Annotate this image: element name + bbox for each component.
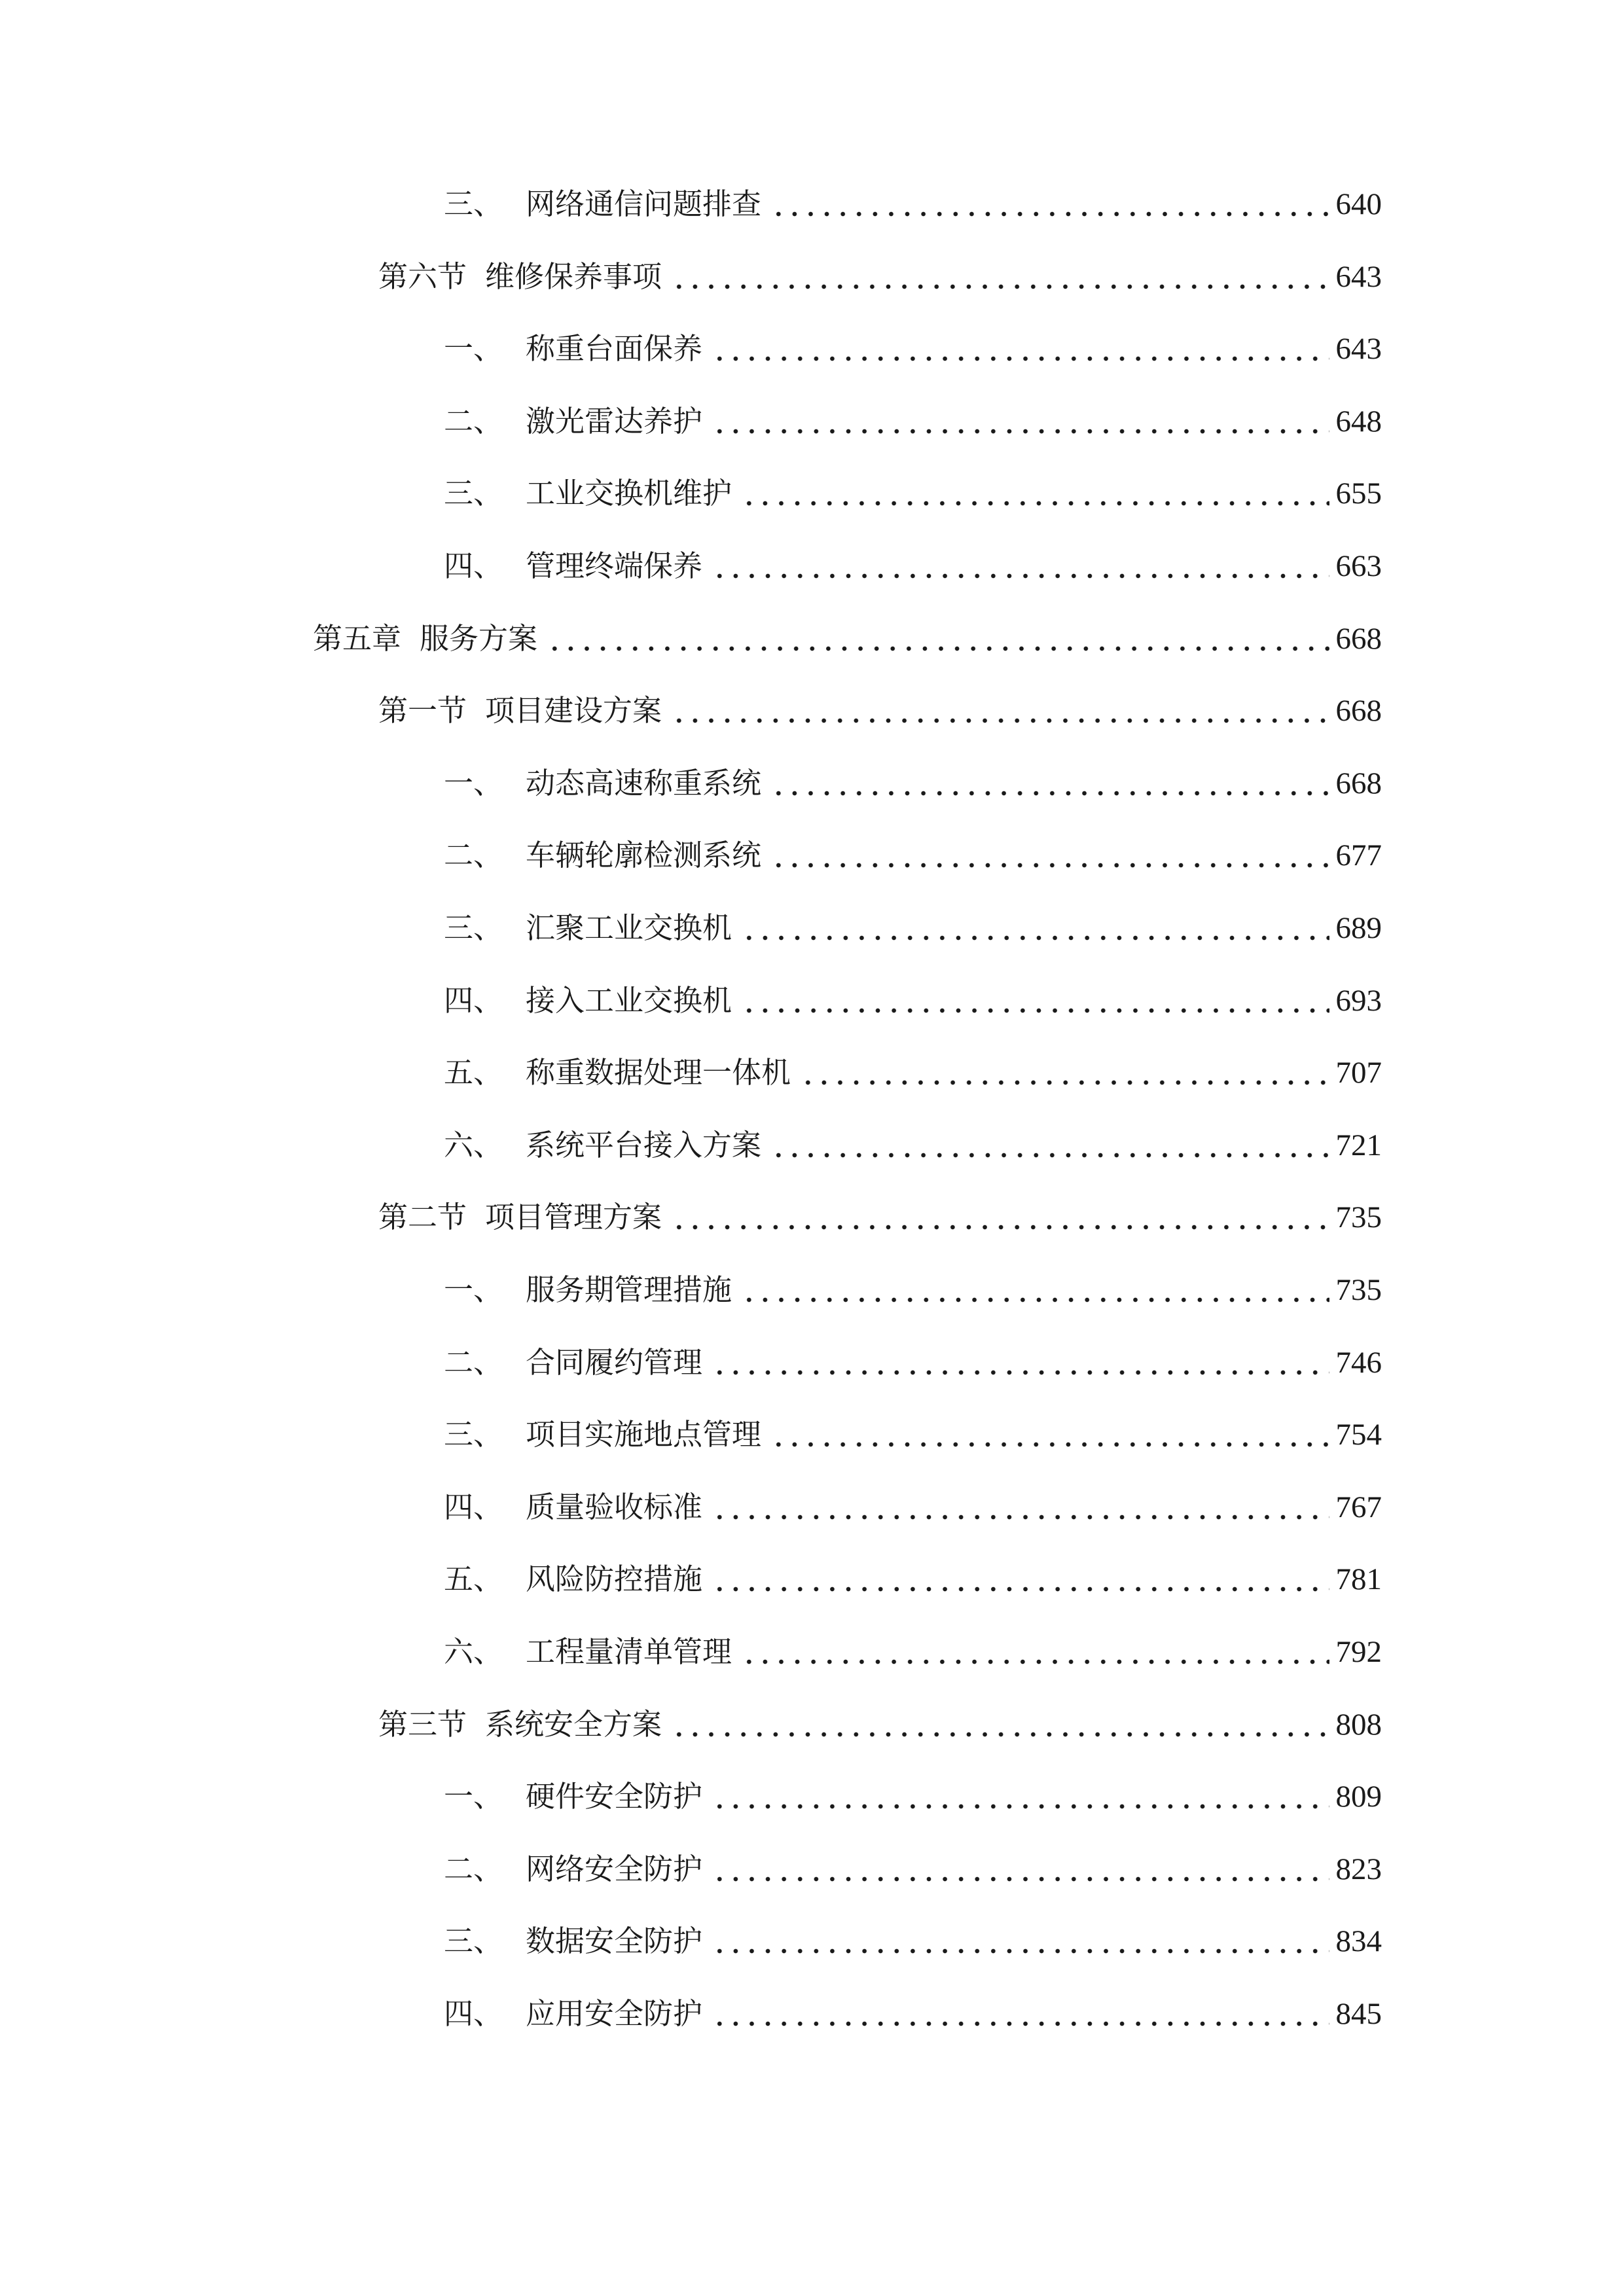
toc-entry-number: 三、 (444, 1417, 503, 1452)
toc-entry-number: 五、 (444, 1562, 503, 1597)
toc-entry-title: 车辆轮廓检测系统 (526, 838, 762, 873)
dot-leader (770, 181, 1329, 227)
toc-entry[interactable] (444, 543, 1382, 589)
toc-entry-page-number: 808 (1335, 1707, 1382, 1742)
dot-leader (712, 1918, 1329, 1964)
toc-entry-number: 第三节 (378, 1706, 467, 1742)
toc-entry[interactable] (444, 1484, 1382, 1530)
toc-entry-title: 激光雷达养护 (526, 403, 703, 439)
toc-entry-page-number: 668 (1335, 621, 1382, 656)
toc-entry-number: 一、 (444, 765, 503, 800)
toc-entry-page-number: 735 (1335, 1200, 1382, 1235)
toc-entry-page-number: 746 (1335, 1345, 1382, 1380)
toc-entry-title: 工程量清单管理 (526, 1634, 732, 1669)
toc-entry-page-number: 668 (1335, 766, 1382, 800)
toc-entry[interactable] (378, 1702, 1382, 1748)
toc-entry[interactable] (444, 1918, 1382, 1964)
toc-entry-page-number: 643 (1335, 332, 1382, 367)
toc-entry[interactable] (378, 688, 1382, 734)
toc-entry-page-number: 689 (1335, 911, 1382, 945)
toc-entry-number: 三、 (444, 1924, 503, 1959)
toc-entry[interactable] (378, 1194, 1382, 1240)
toc-entry-number: 三、 (444, 187, 503, 221)
toc-entry[interactable] (444, 1412, 1382, 1458)
toc-entry-number: 一、 (444, 331, 503, 367)
toc-entry-title: 项目建设方案 (485, 693, 662, 728)
toc-entry[interactable] (444, 1122, 1382, 1168)
toc-entry-title: 网络通信问题排查 (526, 187, 762, 221)
dot-leader (770, 1122, 1329, 1168)
dot-leader (712, 1340, 1329, 1386)
dot-leader (547, 616, 1329, 662)
dot-leader (741, 471, 1329, 516)
toc-entry-title: 维修保养事项 (485, 259, 662, 294)
toc-entry-title: 应用安全防护 (526, 1996, 703, 2031)
toc-entry[interactable] (444, 181, 1382, 227)
toc-entry[interactable] (444, 1774, 1382, 1820)
toc-entry[interactable] (444, 833, 1382, 878)
toc-entry-page-number: 640 (1335, 187, 1382, 221)
dot-leader (741, 978, 1329, 1024)
dot-leader (770, 761, 1329, 806)
dot-leader (671, 688, 1329, 734)
toc-entry-number: 第一节 (378, 693, 467, 728)
toc-entry-title: 管理终端保养 (526, 548, 703, 583)
toc-entry-page-number: 781 (1335, 1562, 1382, 1597)
toc-entry-number: 第六节 (378, 259, 467, 294)
toc-entry-number: 第五章 (313, 620, 402, 656)
toc-entry-number: 四、 (444, 1489, 503, 1524)
toc-entry-number: 一、 (444, 1272, 503, 1307)
toc-entry-number: 二、 (444, 403, 503, 439)
toc-entry-page-number: 643 (1335, 259, 1382, 294)
toc-entry-number: 四、 (444, 982, 503, 1018)
toc-entry[interactable] (444, 399, 1382, 444)
toc-entry[interactable] (444, 761, 1382, 806)
toc-entry-title: 合同履约管理 (526, 1344, 703, 1380)
toc-entry-title: 项目管理方案 (485, 1200, 662, 1235)
toc-entry-title: 风险防控措施 (526, 1562, 703, 1597)
toc-entry[interactable] (444, 905, 1382, 951)
dot-leader (671, 1194, 1329, 1240)
toc-entry[interactable] (444, 1267, 1382, 1313)
toc-entry-page-number: 707 (1335, 1056, 1382, 1090)
dot-leader (712, 1484, 1329, 1530)
dot-leader (741, 1267, 1329, 1313)
toc-entry-page-number: 721 (1335, 1128, 1382, 1162)
toc-entry-title: 服务方案 (420, 620, 538, 656)
toc-entry-title: 动态高速称重系统 (526, 765, 762, 800)
toc-entry[interactable] (444, 1629, 1382, 1675)
dot-leader (800, 1050, 1329, 1096)
dot-leader (712, 326, 1329, 372)
toc-entry-title: 项目实施地点管理 (526, 1417, 762, 1452)
dot-leader (741, 1629, 1329, 1675)
dot-leader (712, 543, 1329, 589)
toc-entry[interactable] (313, 616, 1382, 662)
toc-entry-title: 硬件安全防护 (526, 1779, 703, 1814)
dot-leader (741, 905, 1329, 951)
toc-entry[interactable] (444, 1846, 1382, 1892)
toc-entry-number: 二、 (444, 1851, 503, 1886)
toc-entry-page-number: 792 (1335, 1635, 1382, 1669)
toc-entry-number: 六、 (444, 1127, 503, 1162)
toc-entry[interactable] (444, 1340, 1382, 1386)
dot-leader (770, 833, 1329, 878)
toc-entry-number: 二、 (444, 1344, 503, 1380)
toc-entry[interactable] (444, 978, 1382, 1024)
toc-entry-number: 一、 (444, 1779, 503, 1814)
toc-entry-page-number: 693 (1335, 983, 1382, 1018)
dot-leader (712, 1846, 1329, 1892)
toc-entry-page-number: 809 (1335, 1780, 1382, 1814)
toc-entry-title: 数据安全防护 (526, 1924, 703, 1959)
toc-entry-page-number: 648 (1335, 404, 1382, 439)
toc-entry-page-number: 663 (1335, 549, 1382, 583)
toc-entry-title: 服务期管理措施 (526, 1272, 732, 1307)
toc-entry[interactable] (378, 254, 1382, 300)
toc-entry-number: 二、 (444, 838, 503, 873)
toc-entry-page-number: 735 (1335, 1273, 1382, 1307)
toc-entry-title: 质量验收标准 (526, 1489, 703, 1524)
toc-entry-title: 接入工业交换机 (526, 982, 732, 1018)
toc-entry[interactable] (444, 1050, 1382, 1096)
dot-leader (712, 399, 1329, 444)
toc-entry-title: 称重台面保养 (526, 331, 703, 367)
toc-entry-title: 汇聚工业交换机 (526, 910, 732, 945)
toc-entry[interactable] (444, 326, 1382, 372)
toc-entry-page-number: 754 (1335, 1418, 1382, 1452)
dot-leader (671, 1702, 1329, 1748)
toc-entry-title: 称重数据处理一体机 (526, 1055, 791, 1090)
toc-entry-page-number: 677 (1335, 838, 1382, 873)
toc-entry-number: 六、 (444, 1634, 503, 1669)
toc-entry-number: 四、 (444, 548, 503, 583)
toc-entry-number: 三、 (444, 910, 503, 945)
dot-leader (671, 254, 1329, 300)
toc-entry-number: 第二节 (378, 1200, 467, 1235)
toc-entry-title: 网络安全防护 (526, 1851, 703, 1886)
toc-entry[interactable] (444, 1556, 1382, 1602)
dot-leader (712, 1774, 1329, 1820)
toc-entry-title: 系统安全方案 (485, 1706, 662, 1742)
dot-leader (770, 1412, 1329, 1458)
dot-leader (712, 1991, 1329, 2037)
toc-entry-number: 五、 (444, 1055, 503, 1090)
dot-leader (712, 1556, 1329, 1602)
toc-entry-title: 系统平台接入方案 (526, 1127, 762, 1162)
toc-entry-number: 四、 (444, 1996, 503, 2031)
toc-entry-number: 三、 (444, 476, 503, 511)
toc-entry-page-number: 767 (1335, 1490, 1382, 1524)
toc-entry-page-number: 834 (1335, 1924, 1382, 1959)
toc-entry[interactable] (444, 1991, 1382, 2037)
toc-entry-page-number: 823 (1335, 1852, 1382, 1886)
toc-entry-page-number: 655 (1335, 476, 1382, 511)
toc-entry-title: 工业交换机维护 (526, 476, 732, 511)
toc-entry-page-number: 668 (1335, 694, 1382, 728)
toc-entry-page-number: 845 (1335, 1997, 1382, 2031)
toc-entry[interactable] (444, 471, 1382, 516)
